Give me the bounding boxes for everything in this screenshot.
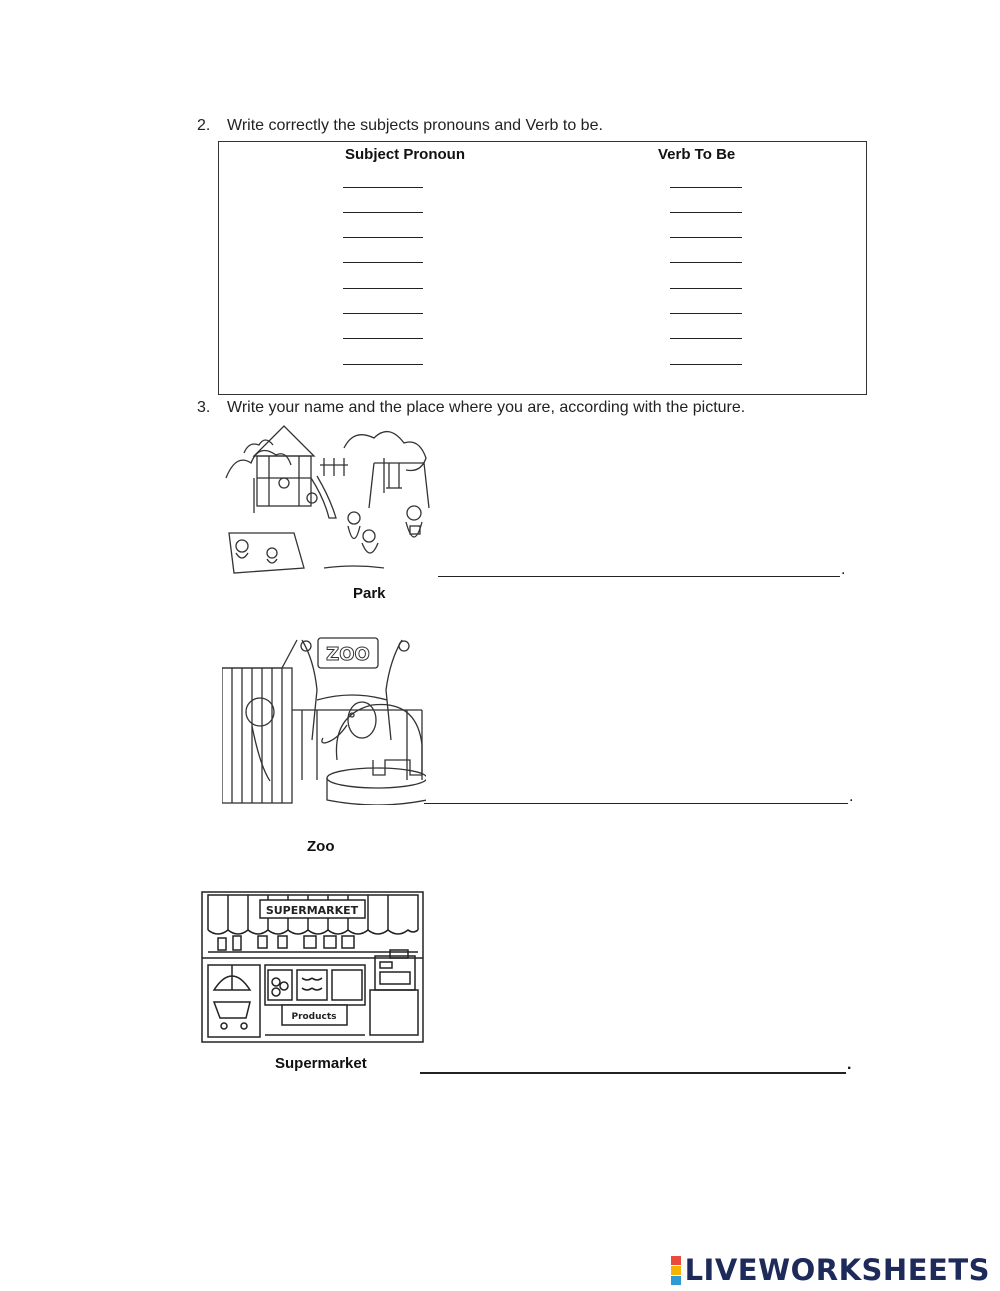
supermarket-answer-line[interactable]	[420, 1072, 846, 1074]
pronoun-blank[interactable]	[343, 262, 423, 263]
pronoun-blank[interactable]	[343, 187, 423, 188]
verb-blank[interactable]	[670, 313, 742, 314]
pronoun-blank[interactable]	[343, 313, 423, 314]
park-answer-line[interactable]	[438, 576, 840, 577]
verb-blank[interactable]	[670, 212, 742, 213]
zoo-answer-line[interactable]	[424, 803, 848, 804]
liveworksheets-logo: LIVEWORKSHEETS	[671, 1253, 990, 1287]
pronoun-blank[interactable]	[343, 237, 423, 238]
park-period: .	[841, 561, 846, 578]
verb-blank[interactable]	[670, 288, 742, 289]
zoo-period: .	[849, 788, 854, 805]
pronoun-blank[interactable]	[343, 288, 423, 289]
supermarket-illustration	[200, 890, 426, 1045]
supermarket-sign-text: SUPERMARKET	[265, 904, 359, 917]
products-sign-text: Products	[291, 1012, 337, 1022]
verb-blank[interactable]	[670, 364, 742, 365]
question-3: 3. Write your name and the place where you are, according with the picture.	[197, 399, 746, 416]
zoo-sign-text: ZOO	[326, 644, 370, 665]
pronoun-blank[interactable]	[343, 364, 423, 365]
supermarket-caption: Supermarket	[275, 1055, 367, 1072]
park-caption: Park	[353, 585, 386, 602]
verb-blank[interactable]	[670, 187, 742, 188]
question-2: 2. Write correctly the subjects pronouns and Verb to be.	[197, 117, 603, 134]
pronoun-table	[218, 141, 867, 395]
zoo-illustration	[222, 630, 426, 805]
park-illustration	[224, 418, 434, 578]
header-verb-to-be: Verb To Be	[658, 146, 736, 163]
header-subject-pronoun: Subject Pronoun	[345, 146, 465, 163]
pronoun-blank[interactable]	[343, 338, 423, 339]
supermarket-period: .	[847, 1056, 852, 1073]
zoo-caption: Zoo	[307, 838, 335, 855]
pronoun-blank[interactable]	[343, 212, 423, 213]
verb-blank[interactable]	[670, 338, 742, 339]
logo-blocks-icon	[671, 1256, 681, 1285]
verb-blank[interactable]	[670, 262, 742, 263]
verb-blank[interactable]	[670, 237, 742, 238]
